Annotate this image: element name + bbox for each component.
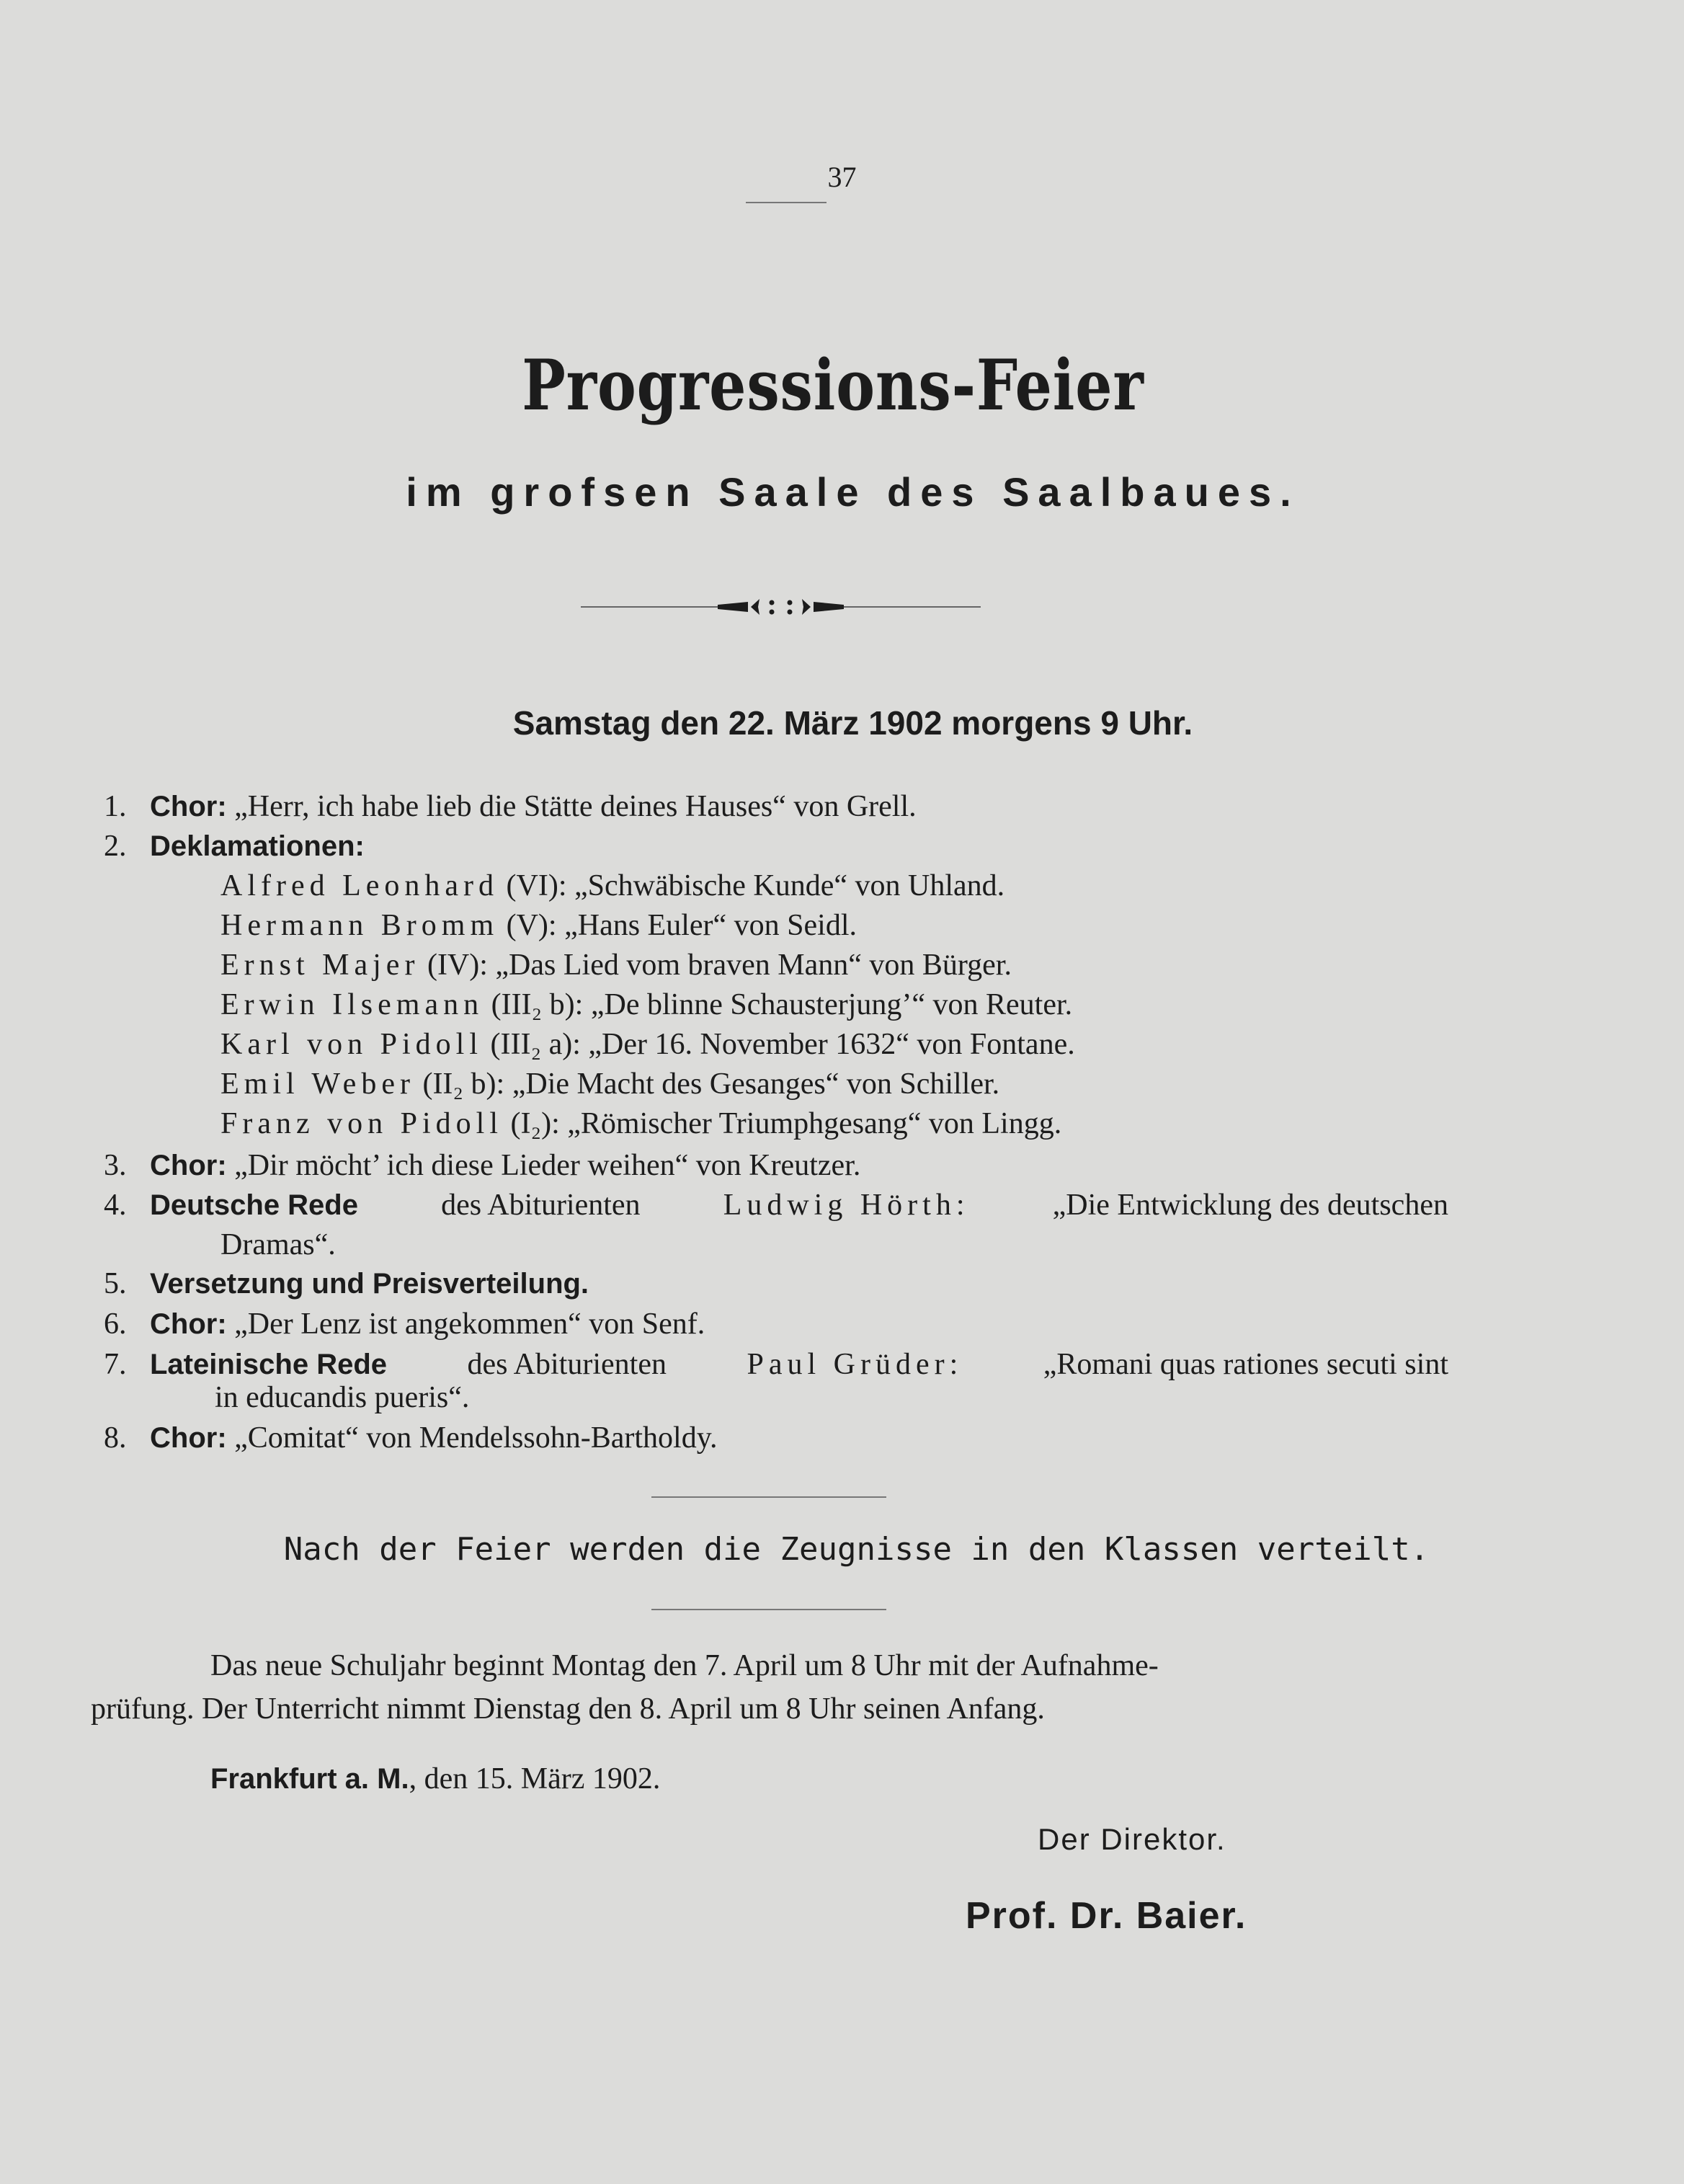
item-number: 2. bbox=[104, 830, 127, 863]
item-text: des Abiturienten bbox=[441, 1189, 641, 1222]
program-item-4-continued: Dramas“. bbox=[220, 1228, 336, 1261]
section-divider bbox=[651, 1609, 886, 1610]
performer-class: (III₂ b) bbox=[491, 988, 575, 1021]
performer-name: Hermann Bromm bbox=[220, 909, 499, 942]
place-date bbox=[210, 1762, 660, 1796]
performer-class: (I₂) bbox=[510, 1107, 552, 1140]
page-title: Progressions-Feier bbox=[522, 345, 1144, 426]
program-item-7 bbox=[104, 1349, 1448, 1380]
program-item-8 bbox=[104, 1423, 717, 1453]
item-text: „Dir möcht’ ich diese Lieder weihen“ von Kreutzer. bbox=[226, 1149, 861, 1182]
event-dateline: Samstag den 22. März 1902 morgens 9 Uhr. bbox=[512, 704, 1193, 742]
item-text: des Abiturienten bbox=[467, 1348, 667, 1381]
performer-name: Franz von Pidoll bbox=[220, 1107, 503, 1140]
recitation-row bbox=[220, 1109, 1061, 1139]
item-label: Deklamationen: bbox=[150, 830, 365, 862]
performer-name: Ernst Majer bbox=[220, 949, 420, 982]
director-signature: Prof. Dr. Baier. bbox=[966, 1895, 1247, 1937]
performer-name: Alfred Leonhard bbox=[220, 869, 499, 902]
ornament-divider bbox=[581, 592, 981, 621]
item-text: „Die Entwicklung des deutschen bbox=[1052, 1189, 1448, 1222]
item-text: „Romani quas rationes secuti sint bbox=[1043, 1348, 1448, 1381]
recitation-row bbox=[220, 1069, 999, 1099]
recitation-row bbox=[220, 1029, 1075, 1060]
item-number: 4. bbox=[104, 1189, 127, 1222]
item-number: 8. bbox=[104, 1421, 127, 1455]
recitation-work: : „Die Macht des Gesanges“ von Schiller. bbox=[496, 1067, 1000, 1101]
recitation-row bbox=[220, 950, 1012, 980]
performer-class: (III₂ a) bbox=[490, 1028, 573, 1061]
program-item-1 bbox=[104, 791, 917, 822]
program-item-5 bbox=[104, 1269, 589, 1299]
program-item-6 bbox=[104, 1309, 705, 1339]
program-item-4 bbox=[104, 1190, 1448, 1220]
item-label: Chor: bbox=[150, 791, 227, 822]
item-number: 6. bbox=[104, 1308, 127, 1341]
item-text: „Herr, ich habe lieb die Stätte deines Hauses“ von Grell. bbox=[226, 790, 917, 823]
director-title: Der Direktor. bbox=[1038, 1822, 1226, 1856]
item-label: Lateinische Rede bbox=[150, 1349, 388, 1380]
item-number: 1. bbox=[104, 790, 127, 823]
page-number: 37 bbox=[827, 161, 857, 193]
performer-name: Karl von Pidoll bbox=[220, 1028, 483, 1061]
item-number: 7. bbox=[104, 1348, 127, 1381]
recitation-work: : „Schwäbische Kunde“ von Uhland. bbox=[558, 869, 1005, 902]
recitation-work: : „De blinne Schausterjung’“ von Reuter. bbox=[574, 988, 1073, 1021]
item-number: 5. bbox=[104, 1267, 127, 1300]
performer-class: (VI) bbox=[506, 869, 558, 902]
performer-class: (V) bbox=[506, 909, 548, 942]
recitation-work: : „Hans Euler“ von Seidl. bbox=[548, 909, 857, 942]
performer-name: Emil Weber bbox=[220, 1067, 415, 1101]
schedule-line-2: prüfung. Der Unterricht nimmt Dienstag den 8. April um 8 Uhr seinen Anfang. bbox=[91, 1692, 1045, 1726]
program-item-7-continued: in educandis pueris“. bbox=[215, 1381, 470, 1414]
speaker-name: Ludwig Hörth: bbox=[723, 1189, 970, 1222]
schedule-line-1: Das neue Schuljahr beginnt Montag den 7. April um 8 Uhr mit der Aufnahme- bbox=[210, 1649, 1159, 1682]
place-city: Frankfurt a. M. bbox=[210, 1763, 409, 1795]
performer-class: (IV) bbox=[427, 949, 480, 982]
recitation-work: : „Der 16. November 1632“ von Fontane. bbox=[572, 1028, 1075, 1061]
program-item-3 bbox=[104, 1150, 860, 1181]
program-item-2 bbox=[104, 831, 365, 861]
section-divider bbox=[651, 1496, 886, 1498]
item-label: Versetzung und Preisverteilung. bbox=[150, 1268, 589, 1300]
recitation-row bbox=[220, 871, 1004, 901]
recitation-work: : „Römischer Triumphgesang“ von Lingg. bbox=[551, 1107, 1062, 1140]
item-number: 3. bbox=[104, 1149, 127, 1182]
item-text: „Der Lenz ist angekommen“ von Senf. bbox=[226, 1308, 705, 1341]
place-date-text: , den 15. März 1902. bbox=[409, 1762, 661, 1795]
item-label: Chor: bbox=[150, 1422, 227, 1454]
performer-name: Erwin Ilsemann bbox=[220, 988, 484, 1021]
item-label: Deutsche Rede bbox=[150, 1189, 358, 1221]
performer-class: (II₂ b) bbox=[422, 1067, 496, 1101]
recitation-row bbox=[220, 990, 1072, 1020]
certificate-note: Nach der Feier werden die Zeugnisse in den Klassen verteilt. bbox=[283, 1531, 1430, 1568]
recitation-work: : „Das Lied vom braven Mann“ von Bürger. bbox=[479, 949, 1012, 982]
subtitle: im grofsen Saale des Saalbaues. bbox=[406, 469, 1300, 515]
recitation-row bbox=[220, 910, 857, 941]
page-number-rule bbox=[746, 202, 827, 203]
speaker-name: Paul Grüder: bbox=[747, 1348, 963, 1381]
item-text: „Comitat“ von Mendelssohn-Bartholdy. bbox=[226, 1421, 718, 1455]
item-label: Chor: bbox=[150, 1308, 227, 1340]
item-label: Chor: bbox=[150, 1150, 227, 1181]
